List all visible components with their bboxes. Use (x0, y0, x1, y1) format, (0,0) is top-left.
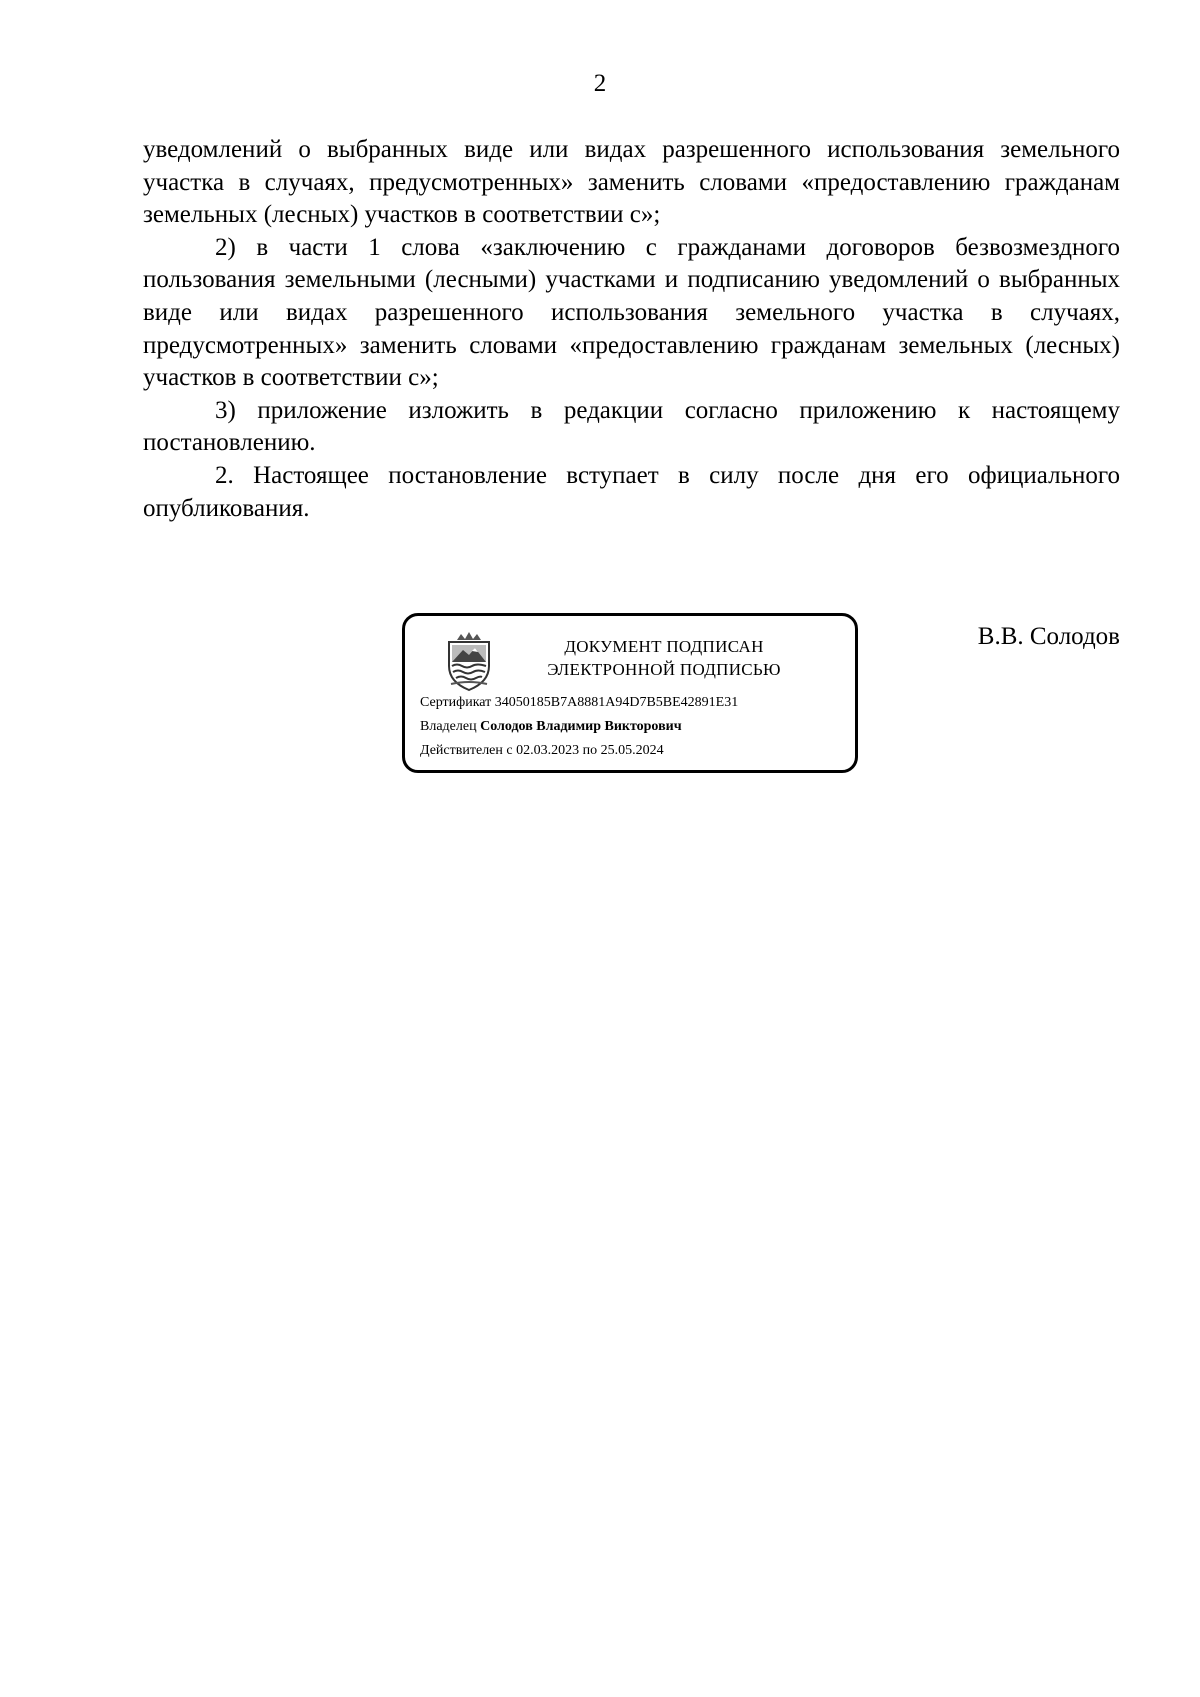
valid-to-label: по (582, 743, 598, 758)
signer-name: В.В. Солодов (977, 623, 1120, 650)
certificate-label: Сертификат (420, 695, 492, 710)
page-number: 2 (593, 70, 607, 97)
valid-label: Действителен с (420, 743, 513, 758)
stamp-title-line-2: ЭЛЕКТРОННОЙ ПОДПИСЬЮ (547, 660, 781, 679)
owner-line (420, 718, 682, 736)
paragraph-item-2: 2) в части 1 слова «заключению с гражданами договоров безвозмездного пользования земельными (лесными) участками и подписанию уведомлений о выбранных виде или видах разрешенного использования земельного участка в случаях, предусмотренных» заменить словами «предоставлению гражданам земельных (лесных) участков в соответствии с»; (143, 233, 1120, 392)
document-body (143, 134, 1120, 525)
stamp-title (505, 635, 823, 681)
kamchatka-coat-of-arms-icon (443, 630, 495, 692)
owner-label: Владелец (420, 719, 477, 734)
certificate-value: 34050185B7A8881A94D7B5BE42891E31 (494, 695, 739, 710)
paragraph-effective-date: 2. Настоящее постановление вступает в силу после дня его официального опубликования. (143, 461, 1120, 522)
valid-to: 25.05.2024 (600, 743, 664, 758)
electronic-signature-stamp (402, 613, 858, 773)
valid-from: 02.03.2023 (516, 743, 580, 758)
paragraph-continuation: уведомлений о выбранных виде или видах разрешенного использования земельного участка в случаях, предусмотренных» заменить словами «предоставлению гражданам земельных (лесных) участков в соответствии с»; (143, 136, 1120, 229)
paragraph-item-3: 3) приложение изложить в редакции согласно приложению к настоящему постановлению. (143, 396, 1120, 457)
certificate-line (420, 694, 738, 712)
stamp-title-line-1: ДОКУМЕНТ ПОДПИСАН (564, 637, 764, 656)
owner-value: Солодов Владимир Викторович (480, 719, 682, 734)
validity-line (420, 742, 664, 760)
